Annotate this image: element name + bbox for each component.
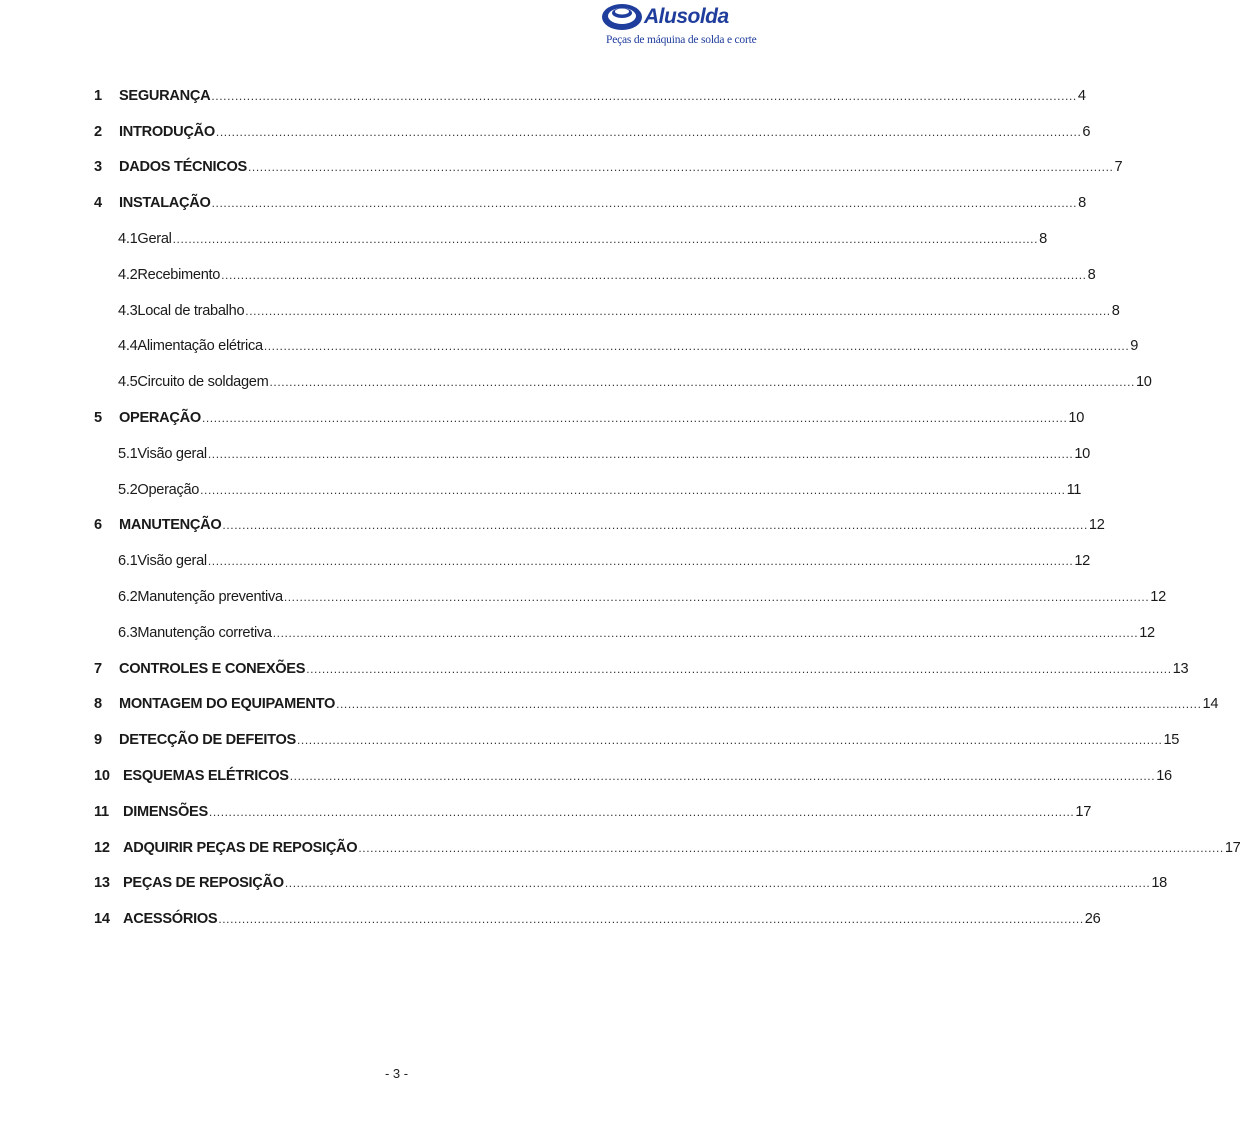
- toc-leader-dots: ............................................................................................................................................................................................................................: [263, 339, 1130, 354]
- toc-entry-page: 12: [1150, 589, 1166, 606]
- toc-entry-title: Visão geral: [137, 445, 207, 462]
- toc-leader-dots: ............................................................................................................................................................................................................................: [172, 231, 1039, 246]
- toc-entry-number: 9: [94, 732, 102, 749]
- toc-entry-number: 3: [94, 159, 102, 176]
- toc-entry-title: Alimentação elétrica: [137, 338, 263, 355]
- toc-entry[interactable]: [94, 472, 1082, 508]
- toc-entry-title: INTRODUÇÃO: [119, 123, 215, 140]
- toc-entry-page: 10: [1074, 445, 1090, 462]
- toc-entry[interactable]: [94, 185, 1086, 221]
- toc-leader-dots: ............................................................................................................................................................................................................................: [221, 267, 1087, 282]
- toc-entry-title: PEÇAS DE REPOSIÇÃO: [123, 875, 284, 892]
- toc-entry-number: 4.4: [118, 338, 138, 355]
- toc-leader-dots: ............................................................................................................................................................................................................................: [269, 375, 1135, 390]
- toc-entry-number: 6.2: [118, 589, 138, 606]
- toc-leader-dots: ............................................................................................................................................................................................................................: [208, 804, 1075, 819]
- toc-entry-page: 9: [1130, 338, 1139, 355]
- toc-entry[interactable]: [94, 508, 1105, 544]
- toc-entry[interactable]: [94, 329, 1139, 365]
- toc-entry-number: 4.5: [118, 374, 138, 391]
- toc-entry-page: 15: [1163, 732, 1180, 749]
- toc-entry[interactable]: [94, 830, 1240, 866]
- logo-swoosh-icon: [600, 2, 646, 34]
- toc-entry-number: 4.2: [118, 266, 138, 283]
- toc-leader-dots: ............................................................................................................................................................................................................................: [297, 733, 1163, 748]
- toc-entry-page: 8: [1039, 231, 1047, 248]
- toc-entry-page: 12: [1139, 624, 1155, 641]
- toc-entry-title: DETECÇÃO DE DEFEITOS: [119, 732, 296, 749]
- toc-entry[interactable]: [94, 687, 1219, 723]
- toc-entry[interactable]: [94, 257, 1096, 293]
- toc-entry-number: 7: [94, 660, 102, 677]
- toc-entry-number: 6.3: [118, 624, 138, 641]
- toc-entry-title: OPERAÇÃO: [119, 410, 201, 427]
- toc-leader-dots: ............................................................................................................................................................................................................................: [245, 303, 1111, 318]
- toc-leader-dots: ............................................................................................................................................................................................................................: [284, 876, 1151, 891]
- toc-entry-number: 5: [94, 410, 102, 427]
- toc-entry-number: 11: [94, 803, 109, 820]
- toc-entry-title: Recebimento: [137, 266, 221, 283]
- toc-entry[interactable]: [94, 722, 1180, 758]
- toc-entry[interactable]: [94, 543, 1090, 579]
- toc-entry-title: ESQUEMAS ELÉTRICOS: [123, 768, 289, 785]
- toc-entry-title: Geral: [137, 231, 172, 248]
- toc-entry-title: CONTROLES E CONEXÕES: [119, 660, 306, 677]
- toc-entry[interactable]: [94, 293, 1120, 329]
- toc-leader-dots: ............................................................................................................................................................................................................................: [358, 840, 1224, 855]
- toc-leader-dots: ............................................................................................................................................................................................................................: [201, 410, 1068, 425]
- toc-entry-title: SEGURANÇA: [119, 87, 211, 104]
- toc-leader-dots: ............................................................................................................................................................................................................................: [272, 625, 1139, 640]
- toc-entry[interactable]: [94, 794, 1092, 830]
- logo-tagline: Peças de máquina de solda e corte: [606, 34, 757, 46]
- toc-entry-page: 17: [1075, 803, 1092, 820]
- toc-entry[interactable]: [94, 114, 1091, 150]
- toc-leader-dots: ............................................................................................................................................................................................................................: [215, 124, 1082, 139]
- toc-entry-title: Manutenção corretiva: [137, 624, 272, 641]
- toc-leader-dots: ............................................................................................................................................................................................................................: [336, 697, 1202, 712]
- toc-entry-page: 18: [1151, 875, 1167, 892]
- toc-entry[interactable]: [94, 579, 1166, 615]
- toc-entry-title: Local de trabalho: [137, 302, 245, 319]
- toc-entry-title: Manutenção preventiva: [137, 589, 283, 606]
- toc-entry-number: 6.1: [118, 553, 138, 570]
- toc-leader-dots: ............................................................................................................................................................................................................................: [211, 88, 1077, 103]
- toc-leader-dots: ............................................................................................................................................................................................................................: [306, 661, 1172, 676]
- toc-leader-dots: ............................................................................................................................................................................................................................: [289, 768, 1156, 783]
- toc-entry-title: Visão geral: [137, 553, 207, 570]
- toc-entry-page: 12: [1074, 553, 1090, 570]
- toc-entry[interactable]: [94, 400, 1085, 436]
- toc-leader-dots: ............................................................................................................................................................................................................................: [222, 518, 1088, 533]
- toc-entry-title: DIMENSÕES: [123, 803, 208, 820]
- toc-leader-dots: ............................................................................................................................................................................................................................: [207, 554, 1074, 569]
- toc-entry-number: 14: [94, 911, 110, 928]
- toc-entry[interactable]: [94, 78, 1086, 114]
- toc-entry-title: INSTALAÇÃO: [119, 195, 211, 212]
- toc-entry-title: ACESSÓRIOS: [123, 911, 218, 928]
- toc-entry-page: 8: [1078, 195, 1086, 212]
- toc-entry-page: 8: [1087, 266, 1096, 283]
- toc-leader-dots: ............................................................................................................................................................................................................................: [211, 196, 1078, 211]
- toc-entry-title: DADOS TÉCNICOS: [119, 159, 247, 176]
- toc-entry-title: MONTAGEM DO EQUIPAMENTO: [119, 696, 336, 713]
- logo-name: Alusolda: [644, 5, 729, 28]
- toc-entry-page: 6: [1082, 123, 1091, 140]
- toc-entry-title: Circuito de soldagem: [137, 374, 269, 391]
- toc-entry-number: 12: [94, 839, 110, 856]
- toc-entry[interactable]: [94, 758, 1172, 794]
- table-of-contents: [94, 78, 1240, 937]
- toc-entry[interactable]: [94, 150, 1123, 186]
- toc-entry-number: 5.1: [118, 445, 138, 462]
- toc-entry-page: 16: [1156, 768, 1172, 785]
- toc-entry-number: 4: [94, 195, 102, 212]
- toc-entry-page: 10: [1135, 374, 1152, 391]
- toc-leader-dots: ............................................................................................................................................................................................................................: [207, 446, 1074, 461]
- toc-entry-title: Operação: [137, 481, 200, 498]
- toc-entry-number: 5.2: [118, 481, 138, 498]
- toc-entry[interactable]: [94, 651, 1189, 687]
- toc-entry-number: 13: [94, 875, 110, 892]
- toc-entry[interactable]: [94, 364, 1152, 400]
- toc-entry-number: 8: [94, 696, 102, 713]
- toc-entry-number: 1: [94, 87, 102, 104]
- toc-entry-page: 14: [1202, 696, 1219, 713]
- brand-logo: [600, 2, 757, 50]
- toc-leader-dots: ............................................................................................................................................................................................................................: [247, 160, 1114, 175]
- toc-entry[interactable]: [94, 901, 1101, 937]
- toc-entry-number: 10: [94, 768, 110, 785]
- toc-entry-number: 6: [94, 517, 102, 534]
- toc-entry-page: 17: [1224, 839, 1240, 856]
- toc-entry-page: 12: [1088, 517, 1105, 534]
- toc-entry-page: 11: [1066, 481, 1082, 498]
- toc-entry-title: ADQUIRIR PEÇAS DE REPOSIÇÃO: [123, 839, 358, 856]
- toc-leader-dots: ............................................................................................................................................................................................................................: [218, 912, 1084, 927]
- toc-entry[interactable]: [94, 866, 1167, 902]
- toc-entry[interactable]: [94, 615, 1155, 651]
- toc-entry-title: MANUTENÇÃO: [119, 517, 222, 534]
- toc-entry-page: 4: [1077, 87, 1086, 104]
- toc-entry-page: 7: [1114, 159, 1123, 176]
- toc-leader-dots: ............................................................................................................................................................................................................................: [200, 482, 1066, 497]
- toc-leader-dots: ............................................................................................................................................................................................................................: [283, 589, 1150, 604]
- page-number: - 3 -: [384, 1066, 409, 1081]
- toc-entry-page: 13: [1172, 660, 1189, 677]
- toc-entry-number: 4.3: [118, 302, 138, 319]
- toc-entry[interactable]: [94, 221, 1047, 257]
- toc-entry-page: 26: [1084, 911, 1101, 928]
- toc-entry[interactable]: [94, 436, 1090, 472]
- toc-entry-number: 4.1: [118, 231, 138, 248]
- toc-entry-page: 10: [1068, 410, 1085, 427]
- toc-entry-number: 2: [94, 123, 102, 140]
- toc-entry-page: 8: [1111, 302, 1120, 319]
